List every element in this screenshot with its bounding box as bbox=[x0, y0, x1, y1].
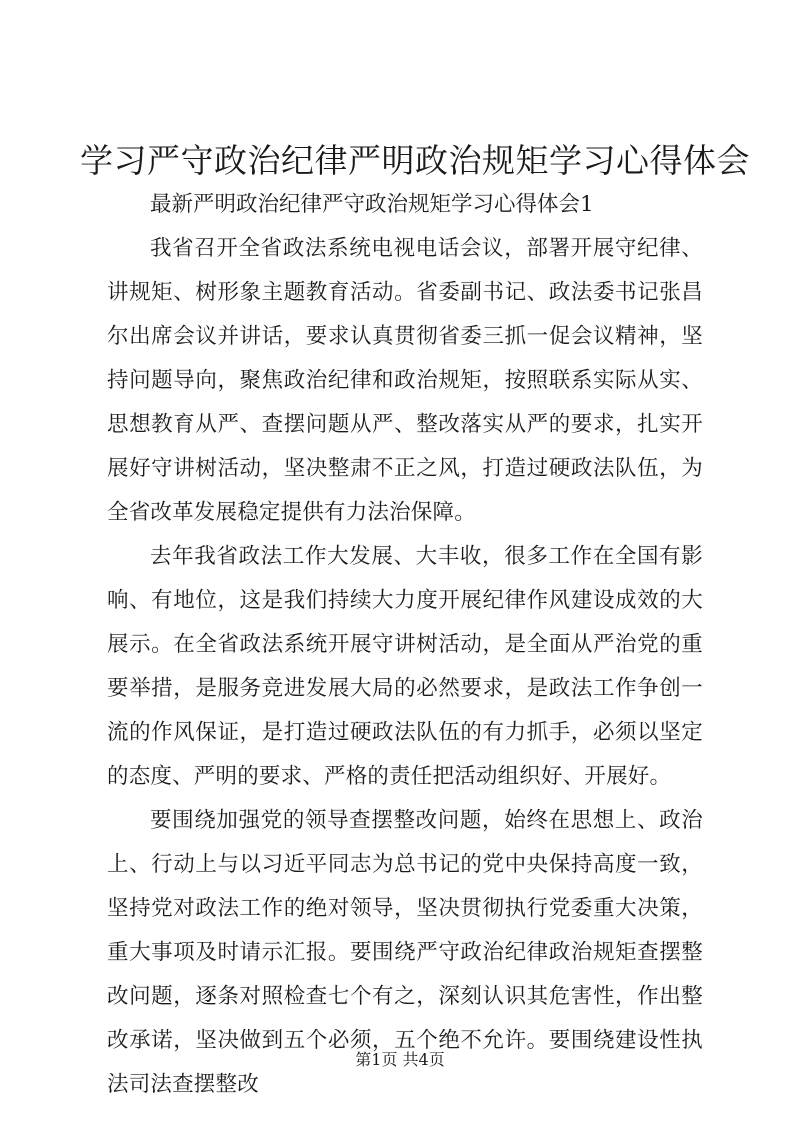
document-title: 学习严守政治纪律严明政治规矩学习心得体会 bbox=[80, 141, 750, 180]
body-paragraph-3: 要围绕加强党的领导查摆整改问题，始终在思想上、政治上、行动上与以习近平同志为总书记的党中央保持高度一致，坚持党对政法工作的绝对领导，坚决贯彻执行党委重大决策，重大事项及时请示汇报。要围绕严守政治纪律政治规矩查摆整改问题，逐条对照检查七个有之，深刻认识其危害性，作出整改承诺，坚决做到五个必须，五个绝不允许。要围绕建设性执法司法查摆整改 bbox=[107, 808, 703, 1097]
section-subheading: 最新严明政治纪律严守政治规矩学习心得体会1 bbox=[150, 192, 594, 217]
body-paragraph-2: 去年我省政法工作大发展、大丰收，很多工作在全国有影响、有地位，这是我们持续大力度开展纪律作风建设成效的大展示。在全省政法系统开展守讲树活动，是全面从严治党的重要举措，是服务竞进发展大局的必然要求，是政法工作争创一流的作风保证，是打造过硬政法队伍的有力抓手，必须以坚定的态度、严明的要求、严格的责任把活动组织好、开展好。 bbox=[107, 544, 703, 789]
page-number-footer: 第1页 共4页 bbox=[355, 1050, 445, 1069]
document-body bbox=[107, 183, 703, 1107]
body-paragraph-1: 我省召开全省政法系统电视电话会议，部署开展守纪律、讲规矩、树形象主题教育活动。省委副书记、政法委书记张昌尔出席会议并讲话，要求认真贯彻省委三抓一促会议精神，坚持问题导向，聚焦政治纪律和政治规矩，按照联系实际从实、思想教育从严、查摆问题从严、整改落实从严的要求，扎实开展好守讲树活动，坚决整肃不正之风，打造过硬政法队伍，为全省改革发展稳定提供有力法治保障。 bbox=[107, 236, 703, 525]
